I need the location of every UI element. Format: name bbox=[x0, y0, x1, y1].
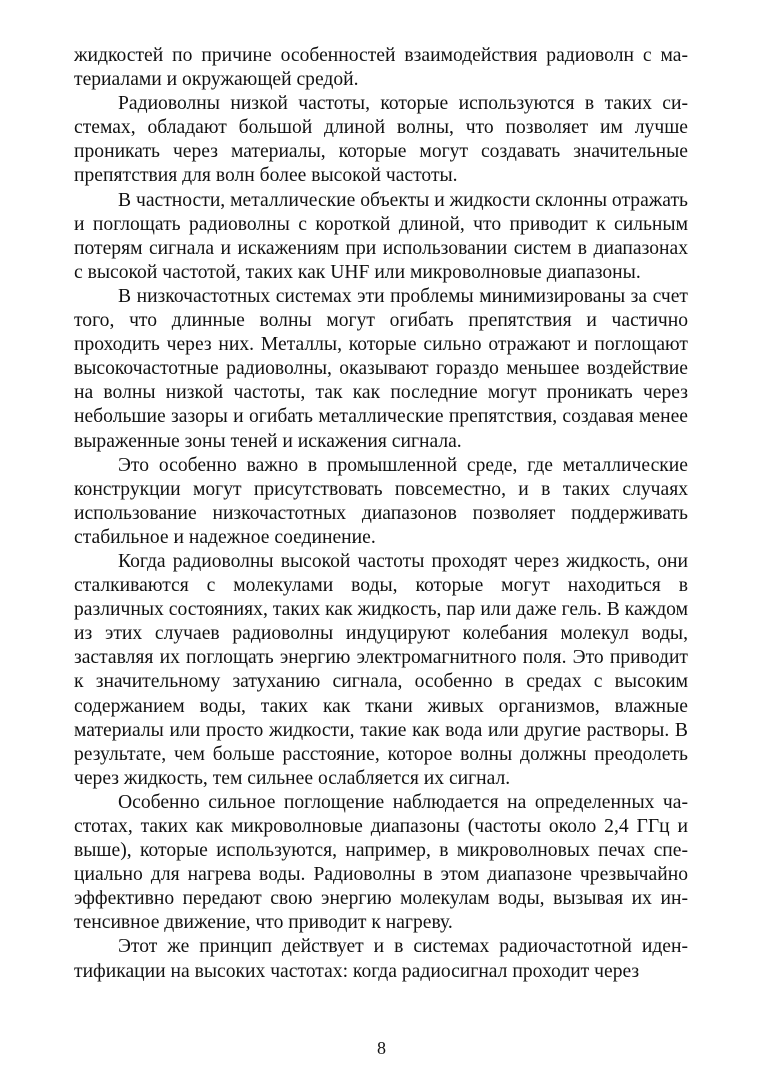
paragraph-2: Радиоволны низкой частоты, которые используются в таких системах, обладают большой длиной волны, что позволяет им лучше проникать через материалы, которые могут создавать значительные препятствия для волн более высокой частоты. bbox=[74, 93, 688, 187]
page-number: 8 bbox=[377, 1038, 386, 1058]
paragraph-5: Это особенно важно в промышленной среде, где металлические конструкции могут присутствовать повсеместно, и в таких случаях использование низкочастотных диапазонов позволяет поддерживать стабильное и надежное соединение. bbox=[74, 454, 688, 548]
paragraph-6: Когда радиоволны высокой частоты проходят через жидкость, они сталкиваются с молекулами воды, которые могут находиться в различных состояниях, таких как жидкость, пар или даже гель. В каждом из этих случаев радиоволны индуцируют колебания молекул воды, заставляя их поглощать энергию электромагнитного поля. Это приводит к значительному затуханию сигнала, особенно в средах с высоким содержанием воды, таких как ткани живых организмов, влажные материалы или просто жидкости, такие как вода или другие растворы. В результате, чем больше расстояние, которое волны должны преодолеть через жидкость, тем сильнее ослабляется их сигнал. bbox=[74, 550, 688, 789]
paragraph-8: Этот же принцип действует и в системах радиочастотной идентификации на высоких частотах: когда радиосигнал проходит через bbox=[74, 936, 688, 982]
paragraph-3: В частности, металлические объекты и жидкости склонны отражать и поглощать радиоволны с короткой длиной, что приводит к сильным потерям сигнала и искажениям при использовании систем в диапазонах с высокой частотой, таких как UHF или микроволновые диапазоны. bbox=[74, 189, 688, 283]
page-body bbox=[74, 44, 688, 984]
paragraph-7: Особенно сильное поглощение наблюдается на определенных частотах, таких как микроволновые диапазоны (частоты около 2,4 ГГц и выше), которые используются, например, в микроволновых печах специально для нагрева воды. Радиоволны в этом диапазоне чрезвычайно эффективно передают свою энергию молекулам воды, вызывая их интенсивное движение, что приводит к нагреву. bbox=[74, 791, 688, 934]
paragraph-1: жидкостей по причине особенностей взаимодействия радиоволн с материалами и окружающей средой. bbox=[74, 45, 688, 91]
paragraph-4: В низкочастотных системах эти проблемы минимизированы за счет того, что длинные волны могут огибать препятствия и частично проходить через них. Металлы, которые сильно отражают и поглощают высокочастотные радиоволны, оказывают гораздо меньшее воздействие на волны низкой частоты, так как последние могут проникать через небольшие зазоры и огибать металлические препятствия, создавая менее выраженные зоны теней и искажения сигнала. bbox=[74, 285, 688, 452]
